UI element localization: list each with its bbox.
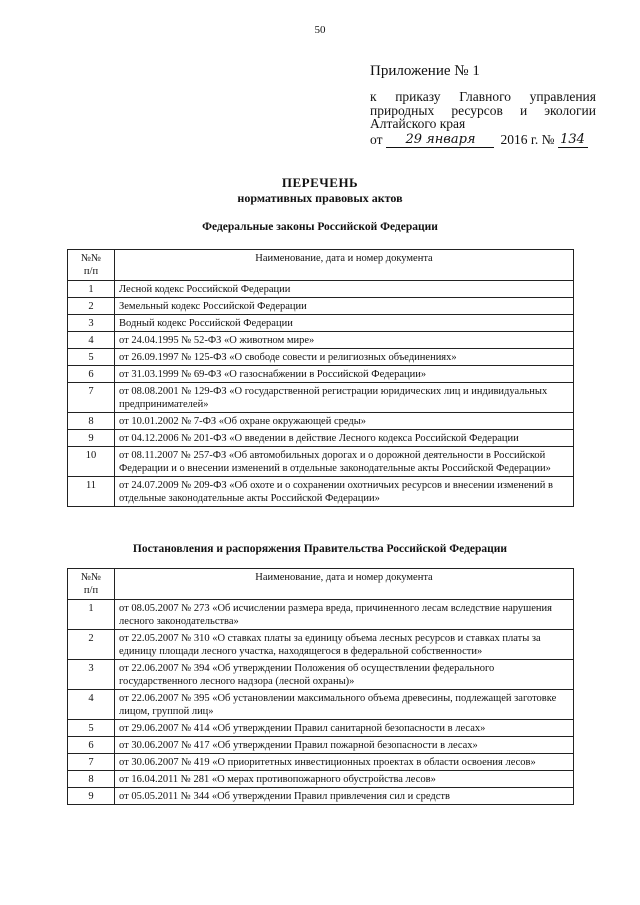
column-header-name: Наименование, дата и номер документа — [115, 569, 574, 600]
row-number: 2 — [68, 630, 115, 660]
document-name: от 24.04.1995 № 52-ФЗ «О животном мире» — [115, 332, 574, 349]
table-row — [68, 660, 574, 690]
document-name: от 29.06.2007 № 414 «Об утверждении Правил санитарной безопасности в лесах» — [115, 720, 574, 737]
document-name: от 22.06.2007 № 395 «Об установлении максимального объема древесины, подлежащей заготовке лицом, группой лиц» — [115, 690, 574, 720]
handwritten-number: 134 — [558, 133, 588, 148]
appendix-word: Главного — [459, 89, 512, 104]
appendix-word: ресурсов — [451, 102, 503, 118]
table-header-row — [68, 569, 574, 600]
table-header-row — [68, 250, 574, 281]
row-number: 8 — [68, 413, 115, 430]
row-number: 4 — [68, 332, 115, 349]
table-row — [68, 332, 574, 349]
row-number: 7 — [68, 754, 115, 771]
row-number: 9 — [68, 430, 115, 447]
row-number: 5 — [68, 720, 115, 737]
row-number: 1 — [68, 281, 115, 298]
document-name: Лесной кодекс Российской Федерации — [115, 281, 574, 298]
year-text: 2016 г. № — [500, 131, 555, 147]
column-header-number: №№ п/п — [68, 250, 115, 281]
appendix-line-1 — [370, 90, 596, 104]
table-row — [68, 600, 574, 630]
row-number: 8 — [68, 771, 115, 788]
table-body — [68, 600, 574, 805]
column-header-number: №№ п/п — [68, 569, 115, 600]
appendix-word: управления — [529, 89, 596, 104]
table-body — [68, 281, 574, 507]
document-title: ПЕРЕЧЕНЬ — [281, 175, 359, 190]
row-number: 6 — [68, 737, 115, 754]
row-number: 6 — [68, 366, 115, 383]
appendix-date-line — [370, 132, 620, 148]
document-name: от 05.05.2011 № 344 «Об утверждении Правил привлечения сил и средств — [115, 788, 574, 805]
document-name: от 31.03.1999 № 69-ФЗ «О газоснабжении в Российской Федерации» — [115, 366, 574, 383]
document-name: Земельный кодекс Российской Федерации — [115, 298, 574, 315]
table-row — [68, 690, 574, 720]
appendix-word: приказу — [395, 89, 441, 104]
government-acts-table — [67, 568, 574, 805]
document-name: от 24.07.2009 № 209-ФЗ «Об охоте и о сохранении охотничьих ресурсов и внесении изменений в отдельные законодательные акты Российской Федерации» — [115, 477, 574, 507]
section-heading-government-acts: Постановления и распоряжения Правительства Российской Федерации — [132, 543, 508, 555]
document-name: от 26.09.1997 № 125-ФЗ «О свободе совести и религиозных объединениях» — [115, 349, 574, 366]
row-number: 2 — [68, 298, 115, 315]
table-row — [68, 430, 574, 447]
row-number: 3 — [68, 315, 115, 332]
handwritten-date: 29 января — [386, 133, 494, 148]
document-name: Водный кодекс Российской Федерации — [115, 315, 574, 332]
table-row — [68, 788, 574, 805]
date-prefix: от — [370, 131, 383, 147]
row-number: 4 — [68, 690, 115, 720]
table-row — [68, 413, 574, 430]
table-row — [68, 477, 574, 507]
document-name: от 08.08.2001 № 129-ФЗ «О государственной регистрации юридических лиц и индивидуальных предпринимателей» — [115, 383, 574, 413]
table-row — [68, 383, 574, 413]
table-row — [68, 315, 574, 332]
document-name: от 10.01.2002 № 7-ФЗ «Об охране окружающей среды» — [115, 413, 574, 430]
appendix-block — [370, 62, 620, 148]
document-name: от 08.05.2007 № 273 «Об исчислении размера вреда, причиненного лесам вследствие нарушения лесного законодательства» — [115, 600, 574, 630]
appendix-word: природных — [370, 102, 435, 118]
federal-laws-table — [67, 249, 574, 507]
document-name: от 22.05.2007 № 310 «О ставках платы за единицу объема лесных ресурсов и ставках платы за единицу площади лесного участка, находящегося в федеральной собственности» — [115, 630, 574, 660]
appendix-line-3: Алтайского края — [370, 116, 466, 131]
document-subtitle: нормативных правовых актов — [237, 191, 403, 205]
appendix-word: к — [370, 89, 377, 104]
column-header-name: Наименование, дата и номер документа — [115, 250, 574, 281]
document-name: от 08.11.2007 № 257-ФЗ «Об автомобильных дорогах и о дорожной деятельности в Российской Федерации и о внесении изменений в отдельные законодательные акты Российской Федерации» — [115, 447, 574, 477]
table-row — [68, 349, 574, 366]
row-number: 5 — [68, 349, 115, 366]
row-number: 9 — [68, 788, 115, 805]
row-number: 3 — [68, 660, 115, 690]
document-name: от 30.06.2007 № 419 «О приоритетных инвестиционных проектах в области освоения лесов» — [115, 754, 574, 771]
table-row — [68, 720, 574, 737]
appendix-line-2 — [370, 104, 596, 118]
appendix-title: Приложение № 1 — [370, 63, 480, 79]
row-number: 7 — [68, 383, 115, 413]
table-row — [68, 754, 574, 771]
page-number: 50 — [314, 24, 326, 36]
section-heading-federal-laws: Федеральные законы Российской Федерации — [202, 221, 438, 233]
table-row — [68, 447, 574, 477]
document-name: от 30.06.2007 № 417 «Об утверждении Правил пожарной безопасности в лесах» — [115, 737, 574, 754]
appendix-word: и — [519, 102, 528, 118]
row-number: 1 — [68, 600, 115, 630]
appendix-word: экологии — [544, 102, 596, 118]
row-number: 11 — [68, 477, 115, 507]
table-row — [68, 366, 574, 383]
table-row — [68, 737, 574, 754]
table-row — [68, 298, 574, 315]
document-name: от 04.12.2006 № 201-ФЗ «О введении в действие Лесного кодекса Российской Федерации — [115, 430, 574, 447]
document-name: от 22.06.2007 № 394 «Об утверждении Положения об осуществлении федерального государственного лесного надзора (лесной охраны)» — [115, 660, 574, 690]
document-name: от 16.04.2011 № 281 «О мерах противопожарного обустройства лесов» — [115, 771, 574, 788]
row-number: 10 — [68, 447, 115, 477]
table-row — [68, 281, 574, 298]
table-row — [68, 771, 574, 788]
table-row — [68, 630, 574, 660]
